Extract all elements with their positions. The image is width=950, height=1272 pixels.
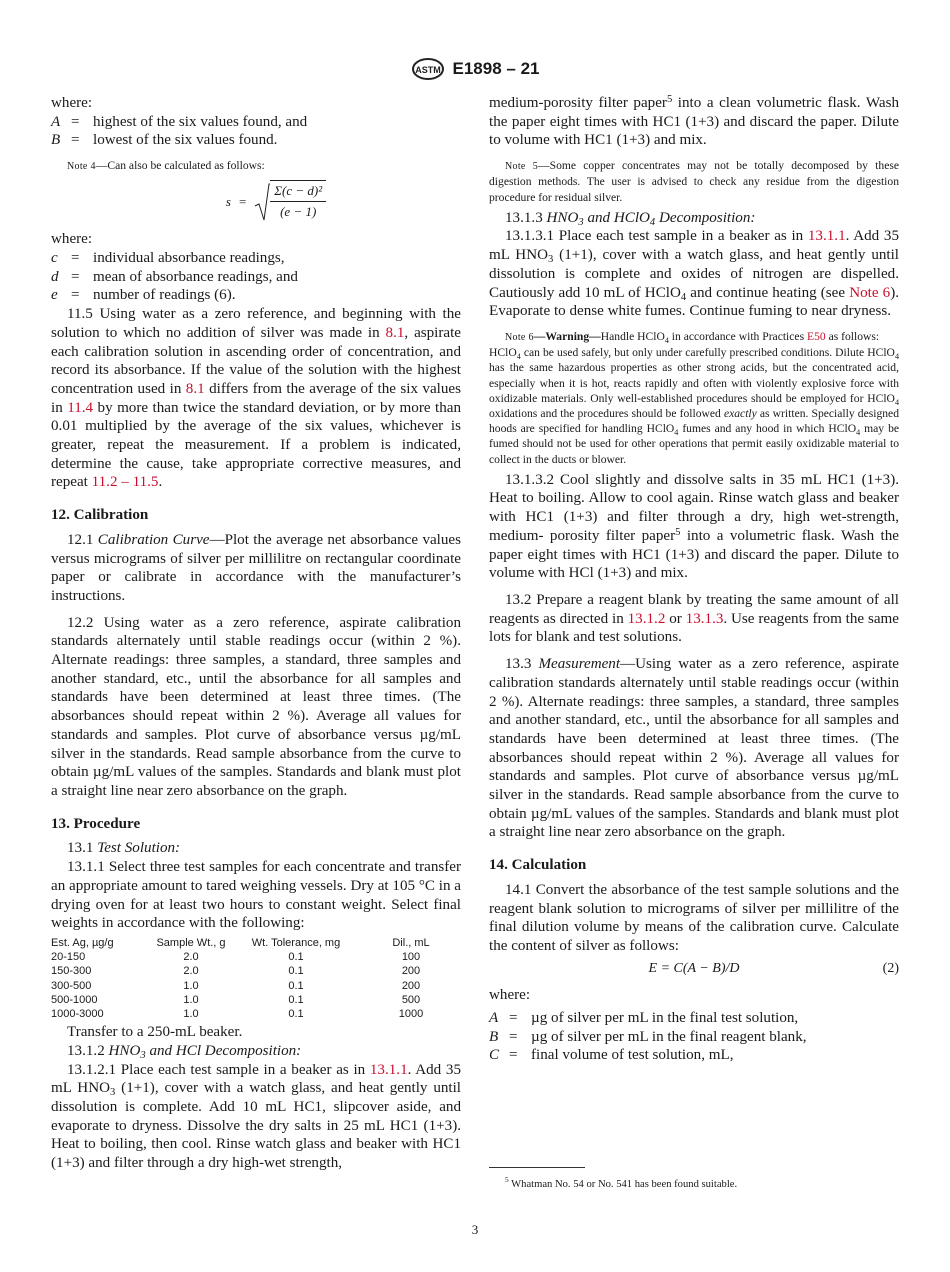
- xref-11-4[interactable]: 11.4: [67, 399, 94, 416]
- table-row: 20-150 2.0 0.1 100: [51, 951, 421, 964]
- table-row: 150-300 2.0 0.1 200: [51, 965, 421, 978]
- paragraph-13-1-2: 13.1.2 $HNO_3$ and HCl Decomposition:: [67, 1042, 302, 1061]
- xref-13-1-2[interactable]: 13.1.2: [627, 610, 666, 627]
- paragraph-continuation: medium-porosity filter paper$^5$ into a clean volumetric flask. Wash the paper eight times with HC1 (1+3) and discard the paper. Dilute to volume with HC1 (1+3) and mix.: [489, 94, 900, 149]
- paragraph-11-5: 11.5 Using water as a zero reference, and beginning with the solution to which no addition of silver was made in 8.1, aspirate each calibration solution in ascending order of concentration, and record its absorbance. If the value of the solution with the highest concentration used in 8.1 differs from the average of the six values in 11.4 by more than twice the standard deviation, or by more than 0.01 multiplied by the average of the six values, whichever is greater, repeat the measurement. If a problem is indicated, determine the cause, take appropriate corrective measures, and repeat 11.2 – 11.5.: [51, 306, 462, 491]
- footnote-ref: 5: [675, 526, 681, 538]
- xref-8-1[interactable]: 8.1: [185, 380, 205, 397]
- note-6: Note 6—Warning—Handle HClO$_4$ in accordance with Practices E50 as follows: HClO$_4$ can be used safely, but only under carefully prescribed conditions. Dilute HClO$_4$ has the same hazardous properties as other strong acids, but the concentrated acid, especially when it is hot, reacts rapidly and often with violently explosive force with oxidizable materials. Only well-established procedures should be employed for HClO$_4$ oxidations and the procedures should be followed exactly as written. Specially designed hoods are specified for handling HClO$_4$ fumes and any hood in which HClO$_4$ may be fumed should not be used for other operations that permit easily oxidizable material to collect in the ducts or blower.: [489, 329, 900, 466]
- right-column: [489, 94, 899, 1065]
- equation-text: E = C(A − B)/D: [648, 960, 740, 976]
- definition-item: c = individual absorbance readings,: [51, 250, 285, 267]
- paragraph-14-1: 14.1 Convert the absorbance of the test sample solutions and the reagent blank solution to micrograms of silver per millilitre of the final dilution volume by means of the calibration curve. Calculate the content of silver as follows:: [489, 881, 899, 954]
- footnote-rule: [489, 1167, 585, 1168]
- page-header: [0, 58, 950, 80]
- definition-item: d = mean of absorbance readings, and: [51, 268, 298, 285]
- xref-8-1[interactable]: 8.1: [385, 324, 405, 341]
- table-row: 300-500 1.0 0.1 200: [51, 979, 421, 992]
- definition-item: B = µg of silver per mL in the final reagent blank,: [489, 1028, 807, 1045]
- transfer-instruction: Transfer to a 250-mL beaker.: [67, 1024, 243, 1041]
- astm-logo-icon: [411, 58, 445, 80]
- column-header: Wt. Tolerance, mg: [251, 936, 341, 949]
- paragraph-12-2: 12.2 Using water as a zero reference, aspirate calibration standards alternately until stable readings occur (within 2 %). Alternate readings: three samples, a standard, three samples and another standard, etc., until the absorbance for all samples and standards have been determined at least three times. (The absorbances should repeat within 2 %). Average all values for standards and samples. Plot curve of absorbance versus µg/mL silver in the standards. Read sample absorbance from the curve to obtain µg/mL values of the samples. Standards and blank must plot a straight line near zero absorbance on the graph.: [51, 614, 461, 799]
- where-label: where:: [489, 987, 531, 1004]
- paragraph-13-2: 13.2 Prepare a reagent blank by treating the same amount of all reagents as directed in 13.1.2 or 13.1.3. Use reagents from the same lots for blank and test solutions.: [489, 591, 899, 646]
- formula-numerator: Σ(c − d)²: [270, 181, 326, 203]
- svg-text:ASTM: ASTM: [414, 65, 441, 75]
- xref-13-1-1[interactable]: 13.1.1: [807, 228, 846, 245]
- xref-11-2-11-5[interactable]: 11.2 – 11.5: [91, 474, 159, 491]
- document-designation: E1898 – 21: [452, 59, 540, 78]
- note-5: Note 5—Some copper concentrates may not be totally decomposed by these digestion methods. The user is advised to check any residue from the digestion procedure for residual silver.: [489, 159, 899, 204]
- paragraph-13-3: 13.3 Measurement—Using water as a zero reference, aspirate calibration standards alternately until stable readings occur (within 2 %). Alternate readings: three samples, a standard, three samples and another standard, etc., until the absorbance for all samples and standards have been determined at least three times. (The absorbances should repeat within 2 %). Average all values for standards and samples. Plot curve of absorbance versus µg/mL silver in the standards. Read sample absorbance from the curve to obtain µg/mL values of the samples. Standards and blank must plot a straight line near zero absorbance on the graph.: [489, 656, 900, 841]
- equation-number: (2): [882, 960, 899, 976]
- column-header: Dil., mL: [392, 936, 430, 949]
- footnote-5: $^5$ Whatman No. 54 or No. 541 has been found suitable.: [505, 1175, 738, 1190]
- paragraph-13-1-3-1: 13.1.3.1 Place each test sample in a beaker as in 13.1.1. Add 35 mL $HNO_3$ (1+1), cover with a watch glass, and heat gently until dissolution is complete and oxides of nitrogen are dispelled. Cautiously add 10 mL of HClO$_4$ and continue heating (see Note 6). Evaporate to dense white fumes. Continue fuming to near dryness.: [489, 228, 899, 320]
- note-4: Note 4—Can also be calculated as follows:: [67, 159, 265, 173]
- xref-e50[interactable]: E50: [807, 329, 826, 343]
- footnote-ref: 5: [666, 94, 673, 105]
- xref-note-6[interactable]: Note 6: [849, 284, 891, 301]
- section-heading-13: 13. Procedure: [51, 815, 141, 832]
- left-column: [51, 94, 461, 1173]
- section-heading-12: 12. Calibration: [51, 507, 149, 524]
- definition-list: [489, 1009, 899, 1065]
- definition-item: e = number of readings (6).: [51, 287, 236, 304]
- formula-denominator: (e − 1): [280, 204, 317, 220]
- paragraph-12-1: 12.1 Calibration Curve—Plot the average net absorbance values versus micrograms of silver per millilitre on rectangular coordinate paper or calibrate in accordance with the manufacturer’s instructions.: [51, 531, 461, 604]
- formula-s: s = $\frac{\text{Σ(c − d)²}}{(e - 1)}$: [91, 180, 461, 224]
- xref-13-1-1[interactable]: 13.1.1: [369, 1061, 408, 1078]
- paragraph-13-1-3-2: 13.1.3.2 Cool slightly and dissolve salts in 35 mL HC1 (1+3). Heat to boiling. Allow to cool again. Rinse watch glass and beaker with HC1 (1+3) and filter through a dry, high wet-strength, medium- porosity filter paper$^5$ into a volumetric flask. Wash the paper eight times with HC1 (1+3) and discard the paper. Dilute to volume with HCl (1+3) and mix.: [489, 471, 899, 582]
- table-header-row: [51, 936, 461, 950]
- page-number: 3: [471, 1222, 479, 1237]
- equation-2: [489, 960, 899, 979]
- sqrt-sign-icon: [254, 182, 270, 222]
- xref-13-1-3[interactable]: 13.1.3: [685, 610, 724, 627]
- where-label: where:: [51, 95, 93, 111]
- definition-item: A = highest of the six values found, and: [51, 113, 308, 130]
- paragraph-13-1-3: 13.1.3 $HNO_3$ and HClO$_4$ Decomposition:: [505, 209, 756, 228]
- sample-weight-table: [51, 936, 461, 1021]
- definition-item: C = final volume of test solution, mL,: [489, 1047, 734, 1064]
- definition-list: [51, 113, 461, 150]
- paragraph-13-1-1: 13.1.1 Select three test samples for each concentrate and transfer an appropriate amount to tared weighing vessels. Dry at 105 °C in a drying oven for at least two hours to constant weight. Select final weights in accordance with the following:: [51, 859, 461, 932]
- section-heading-14: 14. Calculation: [489, 857, 587, 874]
- definition-item: A = µg of silver per mL in the final test solution,: [489, 1010, 799, 1027]
- footnote-area: [489, 1167, 899, 1192]
- paragraph-13-1-2-1: 13.1.2.1 Place each test sample in a beaker as in 13.1.1. Add 35 mL $HNO_3$ (1+1), cover with a watch glass, and heat gently until dissolution is complete. Add 10 mL HC1, slipcover aside, and evaporate to dryness. Dissolve the dry salts in 25 mL HC1 (1+3). Heat to boiling, then cool. Rinse watch glass and beaker with HC1 (1+3) and filter through a dry high-wet strength,: [51, 1061, 461, 1172]
- definition-list: [51, 249, 461, 305]
- column-header: Sample Wt., g: [156, 936, 226, 949]
- table-row: 500-1000 1.0 0.1 500: [51, 993, 421, 1006]
- paragraph-13-1: 13.1 Test Solution:: [67, 840, 181, 857]
- where-label: where:: [51, 231, 93, 248]
- table-row: 1000-3000 1.0 0.1 1000: [51, 1007, 424, 1020]
- column-header: Est. Ag, µg/g: [51, 936, 114, 949]
- note-6-body: HClO$_4$ can be used safely, but only under carefully prescribed conditions. Dilute HClO$_4$ has the same hazardous properties as other strong acids, but the concentrated acid, especially when it is hot, reacts rapidly and often with violently explosive force with oxidizable materials. Only well-established procedures should be employed for HClO$_4$ oxidations and the procedures should be followed exactly as written. Specially designed hoods are specified for handling HClO$_4$ fumes and any hood in which HClO$_4$ may be fumed should not be used for other operations that permit easily oxidizable material to collect in the ducts or blower.: [489, 346, 900, 466]
- definition-item: B = lowest of the six values found.: [51, 132, 278, 149]
